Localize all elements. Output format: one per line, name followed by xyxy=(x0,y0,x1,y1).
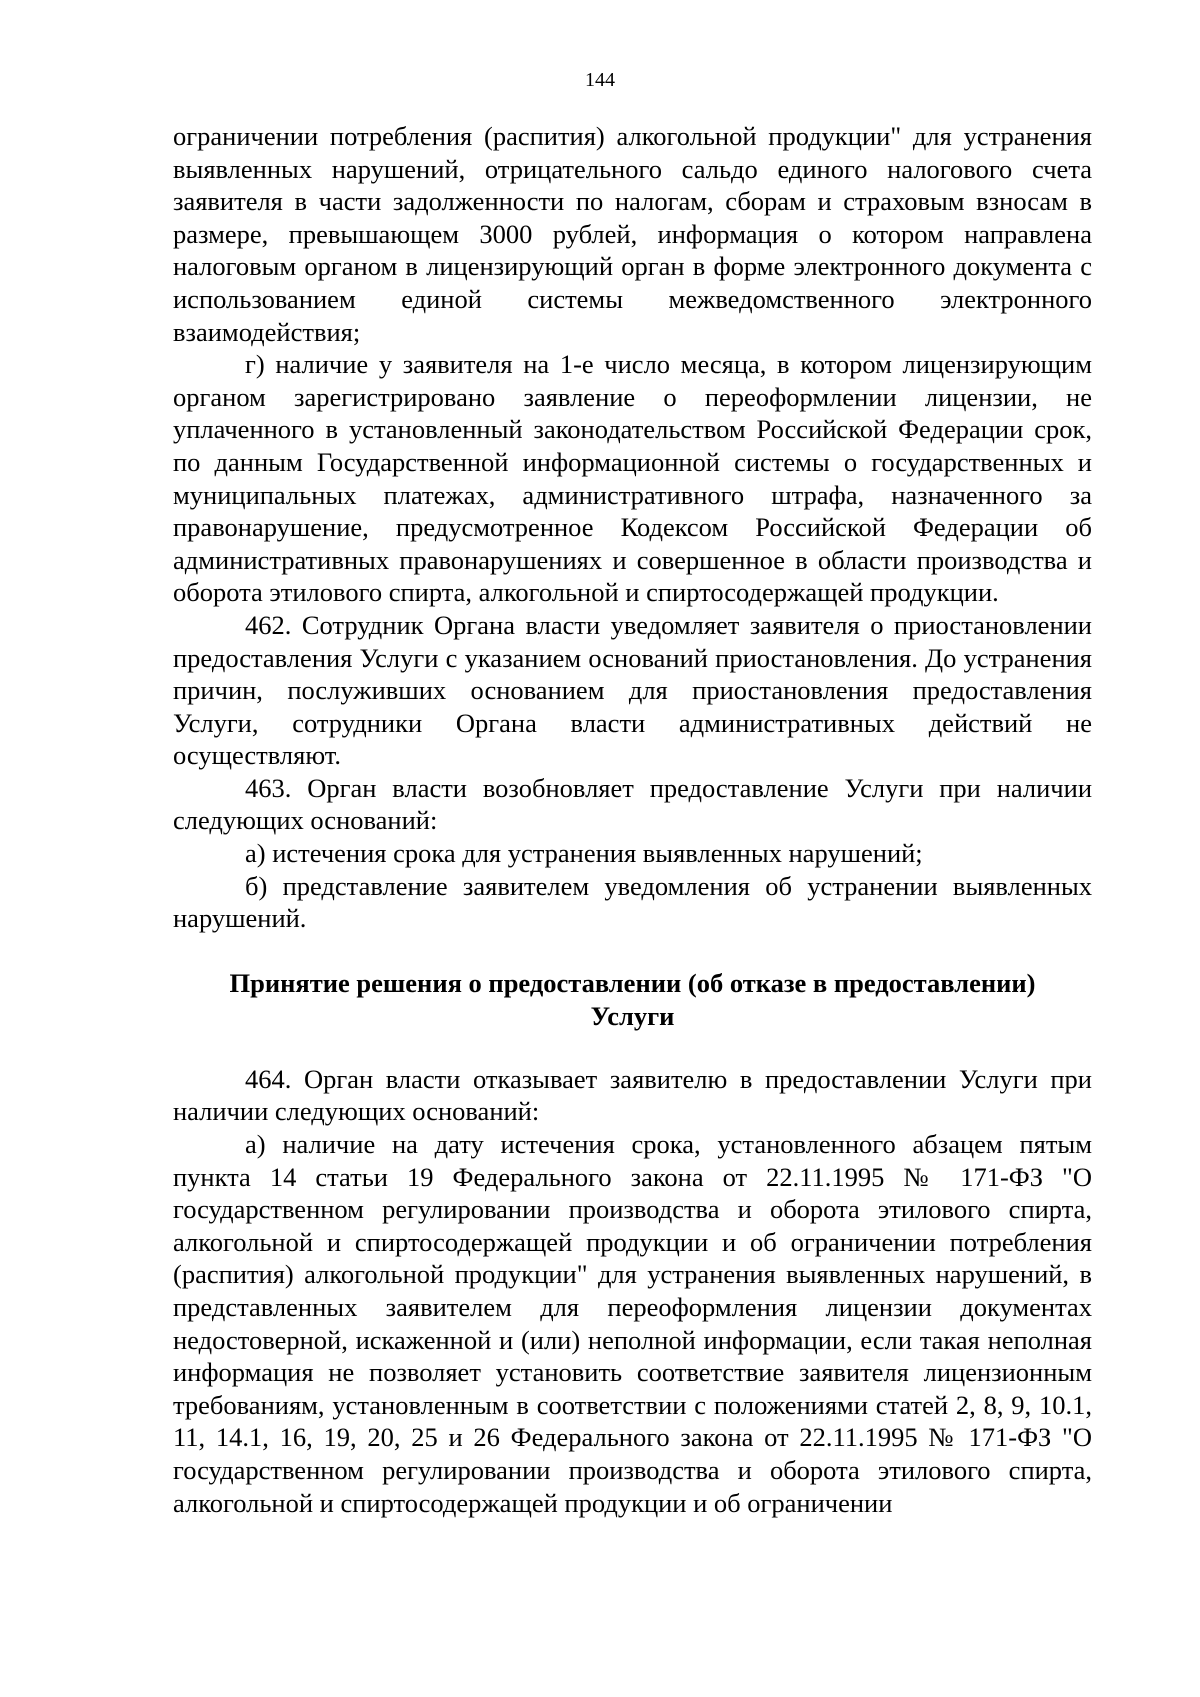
paragraph-continuation: ограничении потребления (распития) алкогольной продукции" для устранения выявленных нарушений, отрицательного сальдо единого налогового счета заявителя в части задолженности по налогам, сборам и страховым взносам в размере, превышающем 3000 рублей, информация о котором направлена налоговым органом в лицензирующий орган в форме электронного документа с использованием единой системы межведомственного электронного взаимодействия; xyxy=(173,121,1092,347)
paragraph-464: 464. Орган власти отказывает заявителю в предоставлении Услуги при наличии следующих оснований: xyxy=(173,1063,1092,1127)
section-heading-line-2: Услуги xyxy=(590,1000,675,1031)
paragraph-462: 462. Сотрудник Органа власти уведомляет заявителя о приостановлении предоставления Услуги с указанием оснований приостановления. До устранения причин, послуживших основанием для приостановления предоставления Услуги, сотрудники Органа власти административных действий не осуществляют. xyxy=(173,609,1092,771)
page-number: 144 xyxy=(585,69,615,91)
paragraph-item-g: г) наличие у заявителя на 1-е число месяца, в котором лицензирующим органом зарегистрировано заявление о переоформлении лицензии, не уплаченного в установленный законодательством Российской Федерации срок, по данным Государственной информационной системы о государственных и муниципальных платежах, административного штрафа, назначенного за правонарушение, предусмотренное Кодексом Российской Федерации об административных правонарушениях и совершенное в области производства и оборота этилового спирта, алкогольной и спиртосодержащей продукции. xyxy=(173,349,1092,608)
paragraph-463: 463. Орган власти возобновляет предоставление Услуги при наличии следующих оснований: xyxy=(173,772,1092,836)
paragraph-463-item-a: а) истечения срока для устранения выявленных нарушений; xyxy=(245,838,923,869)
document-body xyxy=(173,120,1092,1519)
paragraph-464-item-a: а) наличие на дату истечения срока, установленного абзацем пятым пункта 14 статьи 19 Федерального закона от 22.11.1995 № 171-ФЗ "О государственном регулировании производства и оборота этилового спирта, алкогольной и спиртосодержащей продукции и об ограничении потребления (распития) алкогольной продукции" для устранения выявленных нарушений, в представленных заявителем для переоформления лицензии документах недостоверной, искаженной и (или) неполной информации, если такая неполная информация не позволяет установить соответствие заявителя лицензионным требованиям, установленным в соответствии с положениями статей 2, 8, 9, 10.1, 11, 14.1, 16, 19, 20, 25 и 26 Федерального закона от 22.11.1995 № 171-ФЗ "О государственном регулировании производства и оборота этилового спирта, алкогольной и спиртосодержащей продукции и об ограничении xyxy=(173,1129,1092,1518)
section-heading xyxy=(173,967,1092,1033)
paragraph-463-item-b: б) представление заявителем уведомления об устранении выявленных нарушений. xyxy=(173,870,1092,934)
section-heading-line-1: Принятие решения о предоставлении (об отказе в предоставлении) xyxy=(229,967,1036,998)
